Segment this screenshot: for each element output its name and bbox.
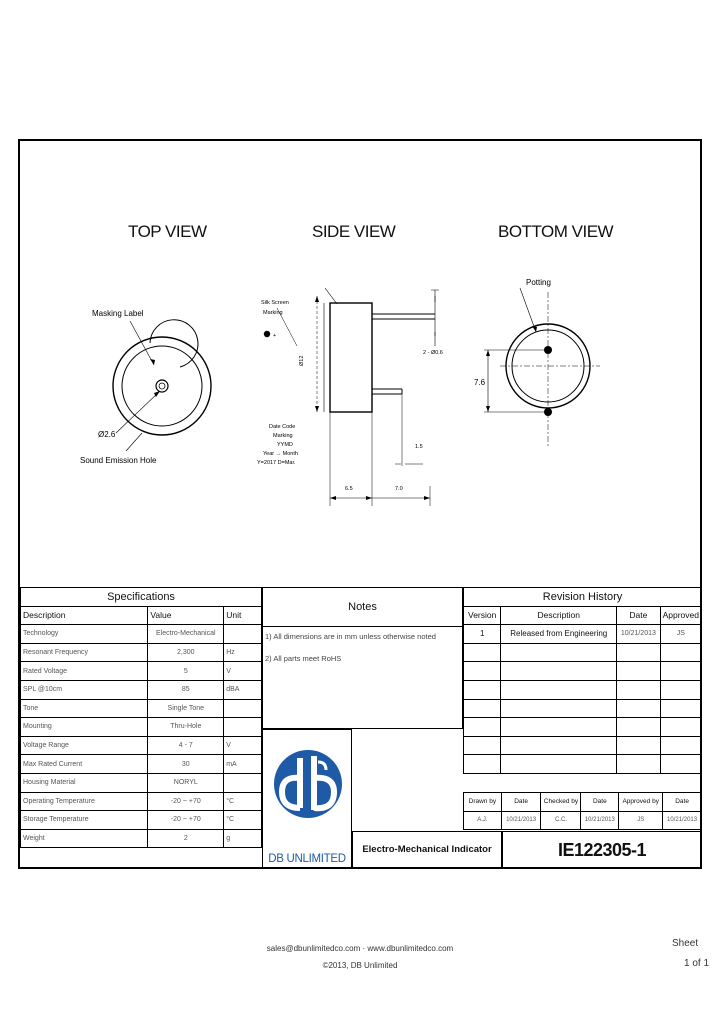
table-row — [21, 773, 262, 792]
table-row — [464, 643, 702, 662]
table-row — [21, 829, 262, 848]
product-name: Electro-Mechanical Indicator — [352, 831, 502, 869]
yymd-text: YYMD — [277, 442, 293, 448]
notes-title: Notes — [263, 588, 462, 627]
pin-spacing-text: 7.6 — [474, 378, 486, 387]
side-view-drawing — [245, 276, 455, 516]
year-month-text: Year → Month — [263, 451, 298, 457]
spec-cell: Housing Material — [21, 773, 148, 792]
top-view-drawing — [70, 281, 250, 471]
spec-cell: 4 - 7 — [148, 736, 224, 755]
specifications-table — [20, 587, 262, 848]
spec-cell: Rated Voltage — [21, 662, 148, 681]
note-line: 1) All dimensions are in mm unless otherwise noted — [265, 632, 436, 641]
rev-cell: JS — [660, 625, 701, 644]
table-row — [464, 699, 702, 718]
spec-cell: Voltage Range — [21, 736, 148, 755]
sheet-value: 1 of 1 — [684, 958, 710, 969]
signoff-header: Date — [581, 793, 619, 812]
signoff-value: 10/21/2013 — [581, 811, 619, 830]
signoff-value: C.C. — [541, 811, 581, 830]
signoff-header: Checked by — [541, 793, 581, 812]
spec-cell: Resonant Frequency — [21, 643, 148, 662]
body-dia-text: Ø12 — [299, 355, 305, 366]
spec-cell: 2 — [148, 829, 224, 848]
table-row — [464, 662, 702, 681]
side-view-title: SIDE VIEW — [312, 222, 396, 241]
masking-label-text: Masking Label — [92, 309, 144, 318]
spec-cell — [224, 699, 262, 718]
spec-cell: NORYL — [148, 773, 224, 792]
rev-header: Approved — [660, 606, 701, 625]
top-view-title: TOP VIEW — [128, 222, 207, 241]
spec-cell: °C — [224, 792, 262, 811]
table-row — [464, 625, 702, 644]
pin-dia-text: 2 - Ø0.6 — [423, 350, 443, 356]
potting-text: Potting — [526, 278, 551, 287]
spec-cell: dBA — [224, 680, 262, 699]
table-row — [464, 755, 702, 774]
notes-box — [262, 587, 463, 729]
signoff-value: 10/21/2013 — [501, 811, 541, 830]
footer-contact: sales@dbunlimitedco.com · www.dbunlimitedco.com — [266, 944, 454, 953]
spec-cell: Storage Temperature — [21, 811, 148, 830]
table-row — [21, 755, 262, 774]
table-row — [21, 662, 262, 681]
table-row — [21, 736, 262, 755]
revision-table — [463, 587, 702, 774]
note-line: 2) All parts meet RoHS — [265, 654, 342, 663]
signoff-header: Date — [663, 793, 702, 812]
table-row — [21, 680, 262, 699]
rev-header: Description — [501, 606, 617, 625]
spec-cell: 85 — [148, 680, 224, 699]
rev-cell: Released from Engineering — [501, 625, 617, 644]
spec-cell: 30 — [148, 755, 224, 774]
spec-cell: Hz — [224, 643, 262, 662]
table-row — [21, 718, 262, 737]
table-row — [21, 625, 262, 644]
spec-cell: Operating Temperature — [21, 792, 148, 811]
signoff-table — [463, 792, 702, 830]
table-row — [464, 680, 702, 699]
logo-text: DB UNLIMITED — [268, 853, 346, 865]
hole-dia-text: Ø2.6 — [98, 430, 116, 439]
year-format-text: Y=2017 D=Mar. — [257, 460, 296, 466]
polarity-text: + — [273, 333, 277, 339]
marking2-text: Marking — [273, 433, 293, 439]
spec-cell: V — [224, 662, 262, 681]
spec-cell: -20 ~ +70 — [148, 792, 224, 811]
spec-cell: Thru-Hole — [148, 718, 224, 737]
signoff-header: Approved by — [619, 793, 663, 812]
table-row — [464, 736, 702, 755]
spec-cell: Electro-Mechanical — [148, 625, 224, 644]
specifications-title: Specifications — [21, 588, 262, 607]
spec-header: Unit — [224, 606, 262, 625]
sheet-label: Sheet — [672, 938, 699, 949]
spec-cell: 5 — [148, 662, 224, 681]
signoff-value: JS — [619, 811, 663, 830]
spec-cell: Technology — [21, 625, 148, 644]
drawing-sheet — [18, 139, 702, 869]
spec-cell — [224, 625, 262, 644]
spec-cell — [224, 718, 262, 737]
spec-cell: Mounting — [21, 718, 148, 737]
dim-lead-len-text: 7.0 — [395, 486, 403, 492]
footer-copyright: ©2013, DB Unlimited — [322, 961, 398, 970]
spec-cell: -20 ~ +70 — [148, 811, 224, 830]
table-row — [464, 718, 702, 737]
spec-cell: Single Tone — [148, 699, 224, 718]
spec-cell: mA — [224, 755, 262, 774]
table-row — [21, 811, 262, 830]
rev-header: Version — [464, 606, 501, 625]
logo-block — [262, 729, 352, 869]
spec-header: Value — [148, 606, 224, 625]
spec-cell: V — [224, 736, 262, 755]
silk-screen-text: Silk Screen — [261, 300, 289, 306]
db-logo-icon — [264, 732, 352, 844]
bottom-view-drawing — [470, 266, 630, 466]
rev-cell: 10/21/2013 — [617, 625, 660, 644]
part-number: IE122305-1 — [502, 831, 702, 869]
table-row — [21, 643, 262, 662]
dim-lead-text: 1.5 — [415, 444, 423, 450]
spec-cell: Weight — [21, 829, 148, 848]
spec-cell: Tone — [21, 699, 148, 718]
sound-hole-text: Sound Emission Hole — [80, 456, 157, 465]
spec-cell: SPL @10cm — [21, 680, 148, 699]
spec-cell: g — [224, 829, 262, 848]
signoff-value: 10/21/2013 — [663, 811, 702, 830]
signoff-header: Date — [501, 793, 541, 812]
spec-cell: °C — [224, 811, 262, 830]
spec-header: Description — [21, 606, 148, 625]
signoff-value: A.J. — [464, 811, 502, 830]
dim-height-text: 6.5 — [345, 486, 353, 492]
table-row — [21, 792, 262, 811]
spec-cell: Max Rated Current — [21, 755, 148, 774]
revision-title: Revision History — [464, 588, 702, 607]
signoff-header: Drawn by — [464, 793, 502, 812]
date-code-text: Date Code — [269, 424, 296, 430]
rev-header: Date — [617, 606, 660, 625]
table-row — [21, 699, 262, 718]
marking-text: Marking — [263, 310, 283, 316]
spec-cell: 2,300 — [148, 643, 224, 662]
rev-cell: 1 — [464, 625, 501, 644]
spec-cell — [224, 773, 262, 792]
bottom-view-title: BOTTOM VIEW — [498, 222, 614, 241]
